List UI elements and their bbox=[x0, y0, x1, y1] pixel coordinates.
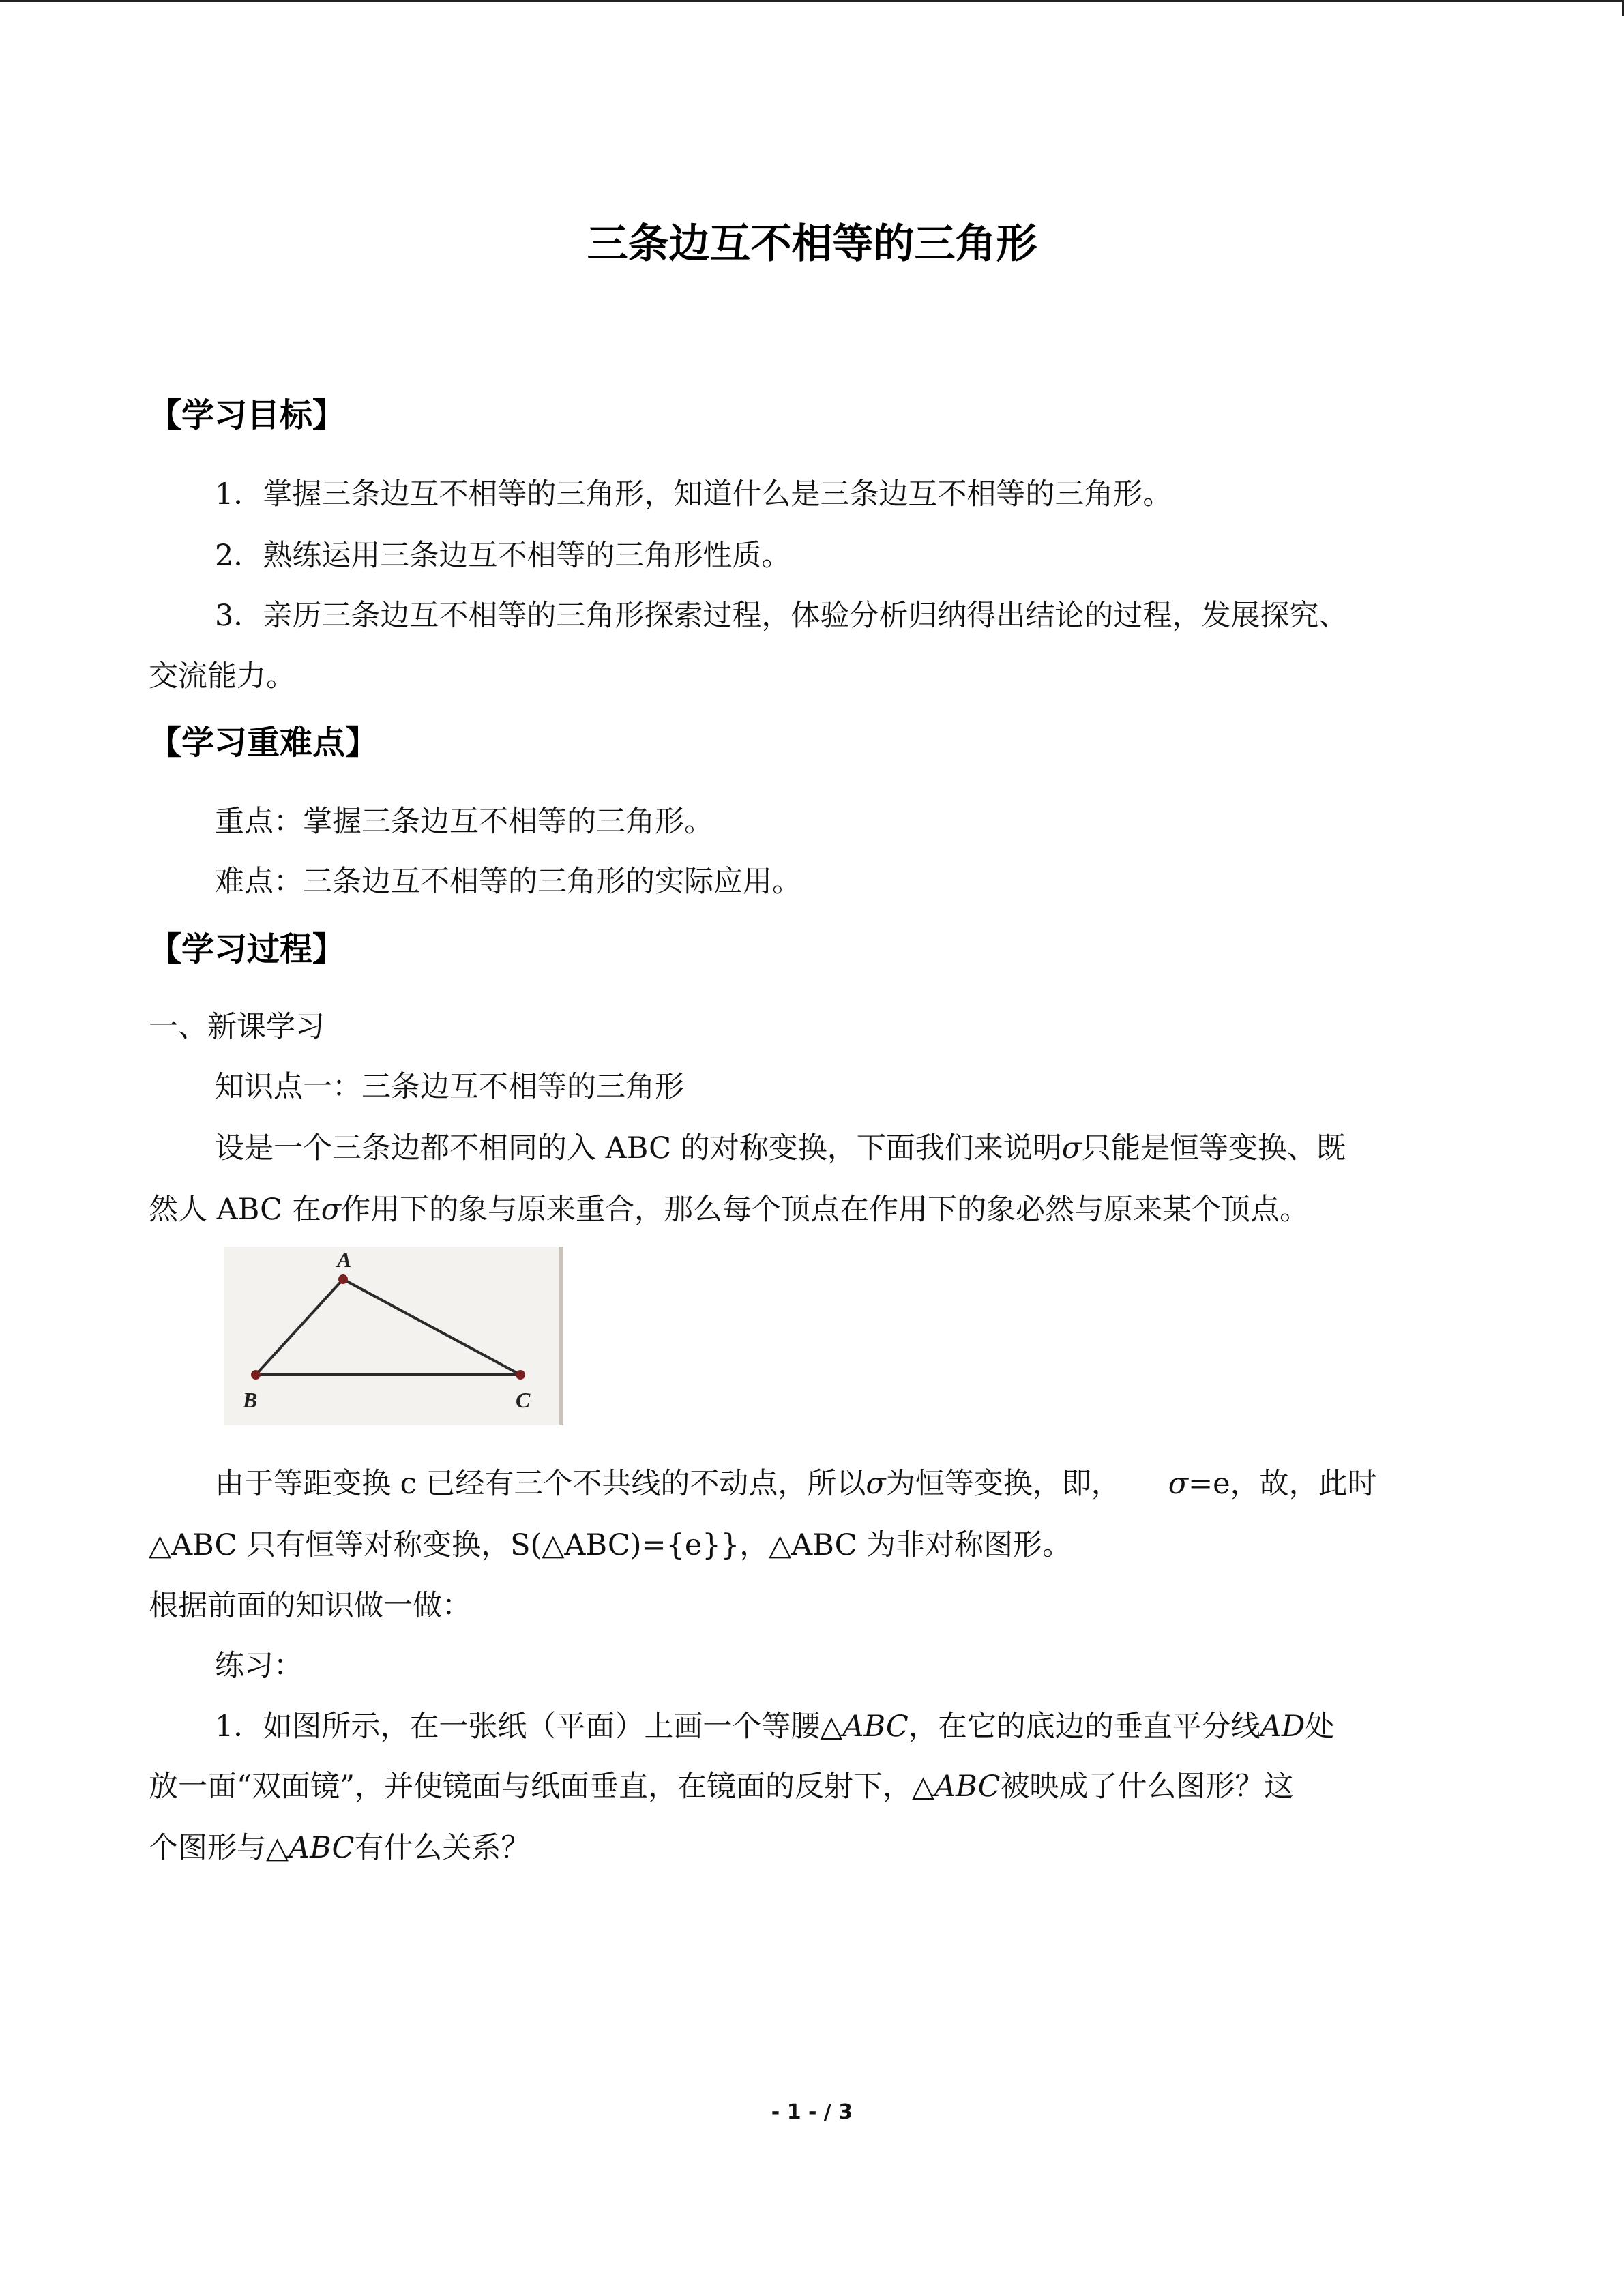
label-a: A bbox=[337, 1247, 352, 1272]
abc-symbol: ABC bbox=[842, 1710, 909, 1744]
side-ac bbox=[343, 1279, 520, 1375]
label-c: C bbox=[516, 1388, 531, 1412]
exercise-text-d: 放一面“双面镜”，并使镜面与纸面垂直，在镜面的反射下，△ bbox=[149, 1770, 935, 1804]
page-title: 三条边互不相等的三角形 bbox=[587, 220, 1037, 268]
para1-line1 bbox=[215, 1128, 1346, 1169]
sigma-symbol: σ bbox=[866, 1467, 886, 1501]
exercise-text-e: 被映成了什么图形？这 bbox=[1000, 1770, 1294, 1804]
exercise-text-b: ，在它的底边的垂直平分线 bbox=[908, 1710, 1260, 1744]
exercise-line3 bbox=[149, 1828, 530, 1868]
do-it-line: 根据前面的知识做一做： bbox=[149, 1589, 471, 1623]
para1-text-d: 作用下的象与原来重合，那么每个顶点在作用下的象必然与原来某个顶点。 bbox=[341, 1193, 1310, 1227]
exercise-text-c: 处 bbox=[1305, 1710, 1335, 1744]
para1-line2 bbox=[149, 1189, 1309, 1230]
goals-heading: 【学习目标】 bbox=[149, 396, 346, 434]
side-ab bbox=[256, 1279, 343, 1375]
vertex-a bbox=[338, 1274, 348, 1284]
exercise-line1 bbox=[215, 1706, 1334, 1747]
triangle-diagram bbox=[224, 1247, 559, 1425]
key-important: 重点：掌握三条边互不相等的三角形。 bbox=[215, 805, 713, 839]
para2-text-b: 为恒等变换，即， bbox=[885, 1467, 1121, 1501]
key-difficult: 难点：三条边互不相等的三角形的实际应用。 bbox=[215, 865, 801, 899]
triangle-figure bbox=[224, 1247, 563, 1425]
page-number: - 1 - / 3 bbox=[771, 2100, 853, 2124]
vertex-b bbox=[251, 1370, 261, 1380]
goal-3-cont: 交流能力。 bbox=[149, 659, 295, 694]
sigma-symbol: σ bbox=[1168, 1467, 1189, 1501]
sigma-symbol: σ bbox=[1061, 1131, 1082, 1165]
para2-line1 bbox=[215, 1463, 1377, 1504]
exercise-line2 bbox=[149, 1766, 1293, 1807]
sigma-symbol: σ bbox=[321, 1193, 342, 1227]
exercise-text-g: 有什么关系？ bbox=[354, 1831, 531, 1865]
knowledge-point: 知识点一：三条边互不相等的三角形 bbox=[215, 1070, 684, 1104]
vertex-c bbox=[516, 1370, 525, 1380]
para1-text-c: 然人 ABC 在 bbox=[149, 1193, 321, 1227]
goal-2: 2．熟练运用三条边互不相等的三角形性质。 bbox=[215, 539, 791, 573]
label-b: B bbox=[243, 1388, 258, 1412]
para2-text-a: 由于等距变换 c 已经有三个不共线的不动点，所以 bbox=[215, 1467, 866, 1501]
exercise-text-a: 1．如图所示，在一张纸（平面）上画一个等腰△ bbox=[215, 1710, 843, 1744]
exercise-text-f: 个图形与△ bbox=[149, 1831, 289, 1865]
process-heading: 【学习过程】 bbox=[149, 930, 346, 968]
abc-symbol: ABC bbox=[289, 1831, 355, 1865]
para1-text-a: 设是一个三条边都不相同的入 ABC 的对称变换，下面我们来说明 bbox=[215, 1131, 1062, 1165]
top-rule bbox=[0, 0, 1624, 2]
para2-line2: △ABC 只有恒等对称变换，S(△ABC)={e}}，△ABC 为非对称图形。 bbox=[149, 1528, 1072, 1562]
goal-3: 3．亲历三条边互不相等的三角形探索过程，体验分析归纳得出结论的过程，发展探究、 bbox=[215, 599, 1348, 633]
ad-symbol: AD bbox=[1260, 1710, 1305, 1744]
new-lesson: 一、新课学习 bbox=[149, 1010, 325, 1044]
para2-text-c: =e，故，此时 bbox=[1188, 1467, 1377, 1501]
para1-text-b: 只能是恒等变换、既 bbox=[1082, 1131, 1346, 1165]
key-heading: 【学习重难点】 bbox=[149, 724, 379, 762]
practice-label: 练习： bbox=[215, 1649, 303, 1683]
abc-symbol: ABC bbox=[934, 1770, 1001, 1804]
goal-1: 1．掌握三条边互不相等的三角形，知道什么是三条边互不相等的三角形。 bbox=[215, 477, 1172, 511]
